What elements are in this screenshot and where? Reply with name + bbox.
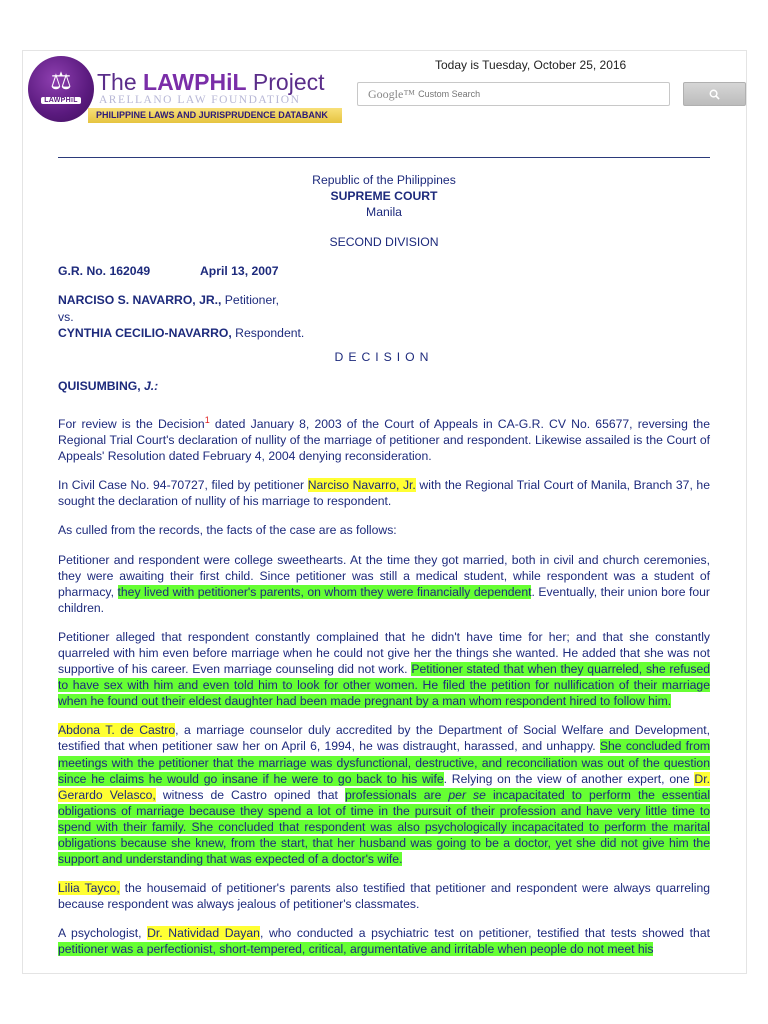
p1-text-a: For review is the Decision (58, 416, 205, 431)
p8-text-a: A psychologist, (58, 926, 148, 941)
paragraph-4 (58, 552, 710, 616)
highlight-petitioner-name: Narciso Navarro, Jr. (307, 478, 416, 493)
p5-text-a: Petitioner alleged that respondent constantly complained that he didn't have time for her; and that she constantly quarreled with him even before marriage when he could not give her the things she wanted. He added that she was not supportive of his career. Even marriage counseling did not work. (58, 629, 710, 677)
lawphil-seal-logo[interactable] (28, 56, 94, 122)
paragraph-3: As culled from the records, the facts of the case are as follows: (58, 523, 397, 538)
highlight-parents: they lived with petitioner's parents, on whom they were financially dependent (117, 584, 532, 599)
highlight-quarrels: Petitioner stated that when they quarreled, she refused to have sex with him and even told him to look for other women. He filed the petition for nullification of their marriage when he found out their eldest daughter had been made pregnant by a man whom respondent hired to follow him. (58, 662, 711, 709)
search-icon (709, 89, 720, 100)
highlight-dysfunctional: She concluded from meetings with the petitioner that the marriage was dysfunctional, destructive, and reconciliation was out of the question since he claims he would go insane if he were to go back to his wife (58, 739, 710, 786)
decision-document (58, 172, 710, 958)
republic-line: Republic of the Philippines (312, 173, 456, 187)
p6-hl-italic: per se (448, 787, 486, 802)
brand-title[interactable] (97, 69, 325, 96)
case-number-row (58, 263, 710, 279)
p7-text-a: the housemaid of petitioner's parents also testified that petitioner and respondent were always quarreling because respondent was always jealous of petitioner's classmates. (58, 881, 710, 912)
respondent-name: CYNTHIA CECILIO-NAVARRO, (58, 325, 232, 340)
p4-text-b: . Eventually, their union bore four children. (58, 584, 710, 615)
paragraph-1 (58, 416, 710, 464)
p6-hl-text-a: professionals are (344, 787, 449, 802)
search-input[interactable] (418, 89, 638, 99)
seal-label: LAWPHiL (41, 97, 81, 104)
ponente-name: QUISUMBING, (58, 378, 141, 393)
search-box[interactable] (357, 82, 670, 106)
p4-text-a: Petitioner and respondent were college sweethearts. At the time they got married, both in civil and church ceremonies, they were awaiting their first child. Since petitioner was still a medical student, while respondent was a student of pharmacy, (58, 552, 710, 599)
ponente (58, 378, 710, 394)
brand-prefix: The (97, 69, 144, 95)
scales-of-justice-icon: ⚖ (50, 68, 72, 95)
p6-text-b: . Relying on the view of another expert, one (443, 771, 695, 786)
p1-text-b: dated January 8, 2003 of the Court of Appeals in CA-G.R. CV No. 65677, reversing the Regional Trial Court's declaration of nullity of the marriage of petitioner and respondent. Likewise assailed is the Court of Appeals' Resolution dated February 4, 2004 denying reconsideration. (58, 416, 710, 464)
court-caption (58, 172, 710, 250)
gr-date: April 13, 2007 (200, 264, 279, 279)
parties (58, 292, 710, 340)
petitioner-name: NARCISO S. NAVARRO, JR., (58, 293, 222, 308)
today-date: Today is Tuesday, October 25, 2016 (435, 58, 627, 72)
highlight-velasco: Dr. Gerardo Velasco, (58, 771, 710, 802)
google-logo: Google™ (368, 86, 416, 101)
highlight-tayco: Lilia Tayco, (58, 881, 120, 896)
paragraph-7 (58, 880, 710, 912)
p6-hl-text-b: incapacitated to perform the essential obligations of marriage because they spend a lot of time in the pursuit of their profession and have very little time to spend with their family. She concluded that respondent was also psychologically incapacitated to perform the marital obligations because she knew, from the start, that her husband was going to be a doctor, yet she did not give him the support and understanding that was expected of a doctor's wife. (58, 787, 711, 867)
p8-text-b: , who conducted a psychiatric test on petitioner, testified that tests showed that (259, 926, 710, 941)
search-button[interactable] (683, 82, 746, 106)
footnote-link-1[interactable]: 1 (204, 414, 210, 425)
court-name: SUPREME COURT (330, 189, 438, 204)
respondent-role: Respondent. (231, 325, 305, 340)
ponente-title: J.: (140, 378, 159, 393)
p2-text-a: In Civil Case No. 94-70727, filed by petitioner (58, 478, 308, 493)
brand-tagline-bar: PHILIPPINE LAWS AND JURISPRUDENCE DATABANK (88, 108, 342, 123)
brand-strong: LAWPHiL (143, 69, 247, 95)
highlight-de-castro: Abdona T. de Castro (58, 723, 176, 738)
petitioner-role: Petitioner, (221, 293, 280, 308)
p6-text-c: witness de Castro opined that (155, 787, 345, 802)
paragraph-6 (58, 722, 710, 867)
versus: vs. (58, 309, 74, 324)
division-name: SECOND DIVISION (329, 235, 439, 250)
brand-suffix: Project (246, 69, 325, 95)
gr-number: G.R. No. 162049 (58, 264, 151, 279)
highlight-perfectionist: petitioner was a perfectionist, short-tempered, critical, argumentative and irritable when people do not meet his (58, 942, 654, 957)
brand-subtitle: ARELLANO LAW FOUNDATION (99, 94, 301, 106)
header-divider (58, 157, 710, 158)
highlight-dayan: Dr. Natividad Dayan (147, 926, 260, 941)
paragraph-2 (58, 477, 710, 509)
paragraph-5 (58, 629, 710, 709)
court-city: Manila (366, 205, 402, 220)
p6-text-a: , a marriage counselor duly accredited by the Department of Social Welfare and Development, testified that when petitioner saw her on April 6, 1994, he was distraught, harassed, and unhappy. (58, 723, 710, 754)
p2-text-b: with the Regional Trial Court of Manila, Branch 37, he sought the declaration of nullity of his marriage to respondent. (58, 478, 710, 509)
decision-heading: DECISION (334, 349, 434, 364)
paragraph-8 (58, 925, 710, 957)
